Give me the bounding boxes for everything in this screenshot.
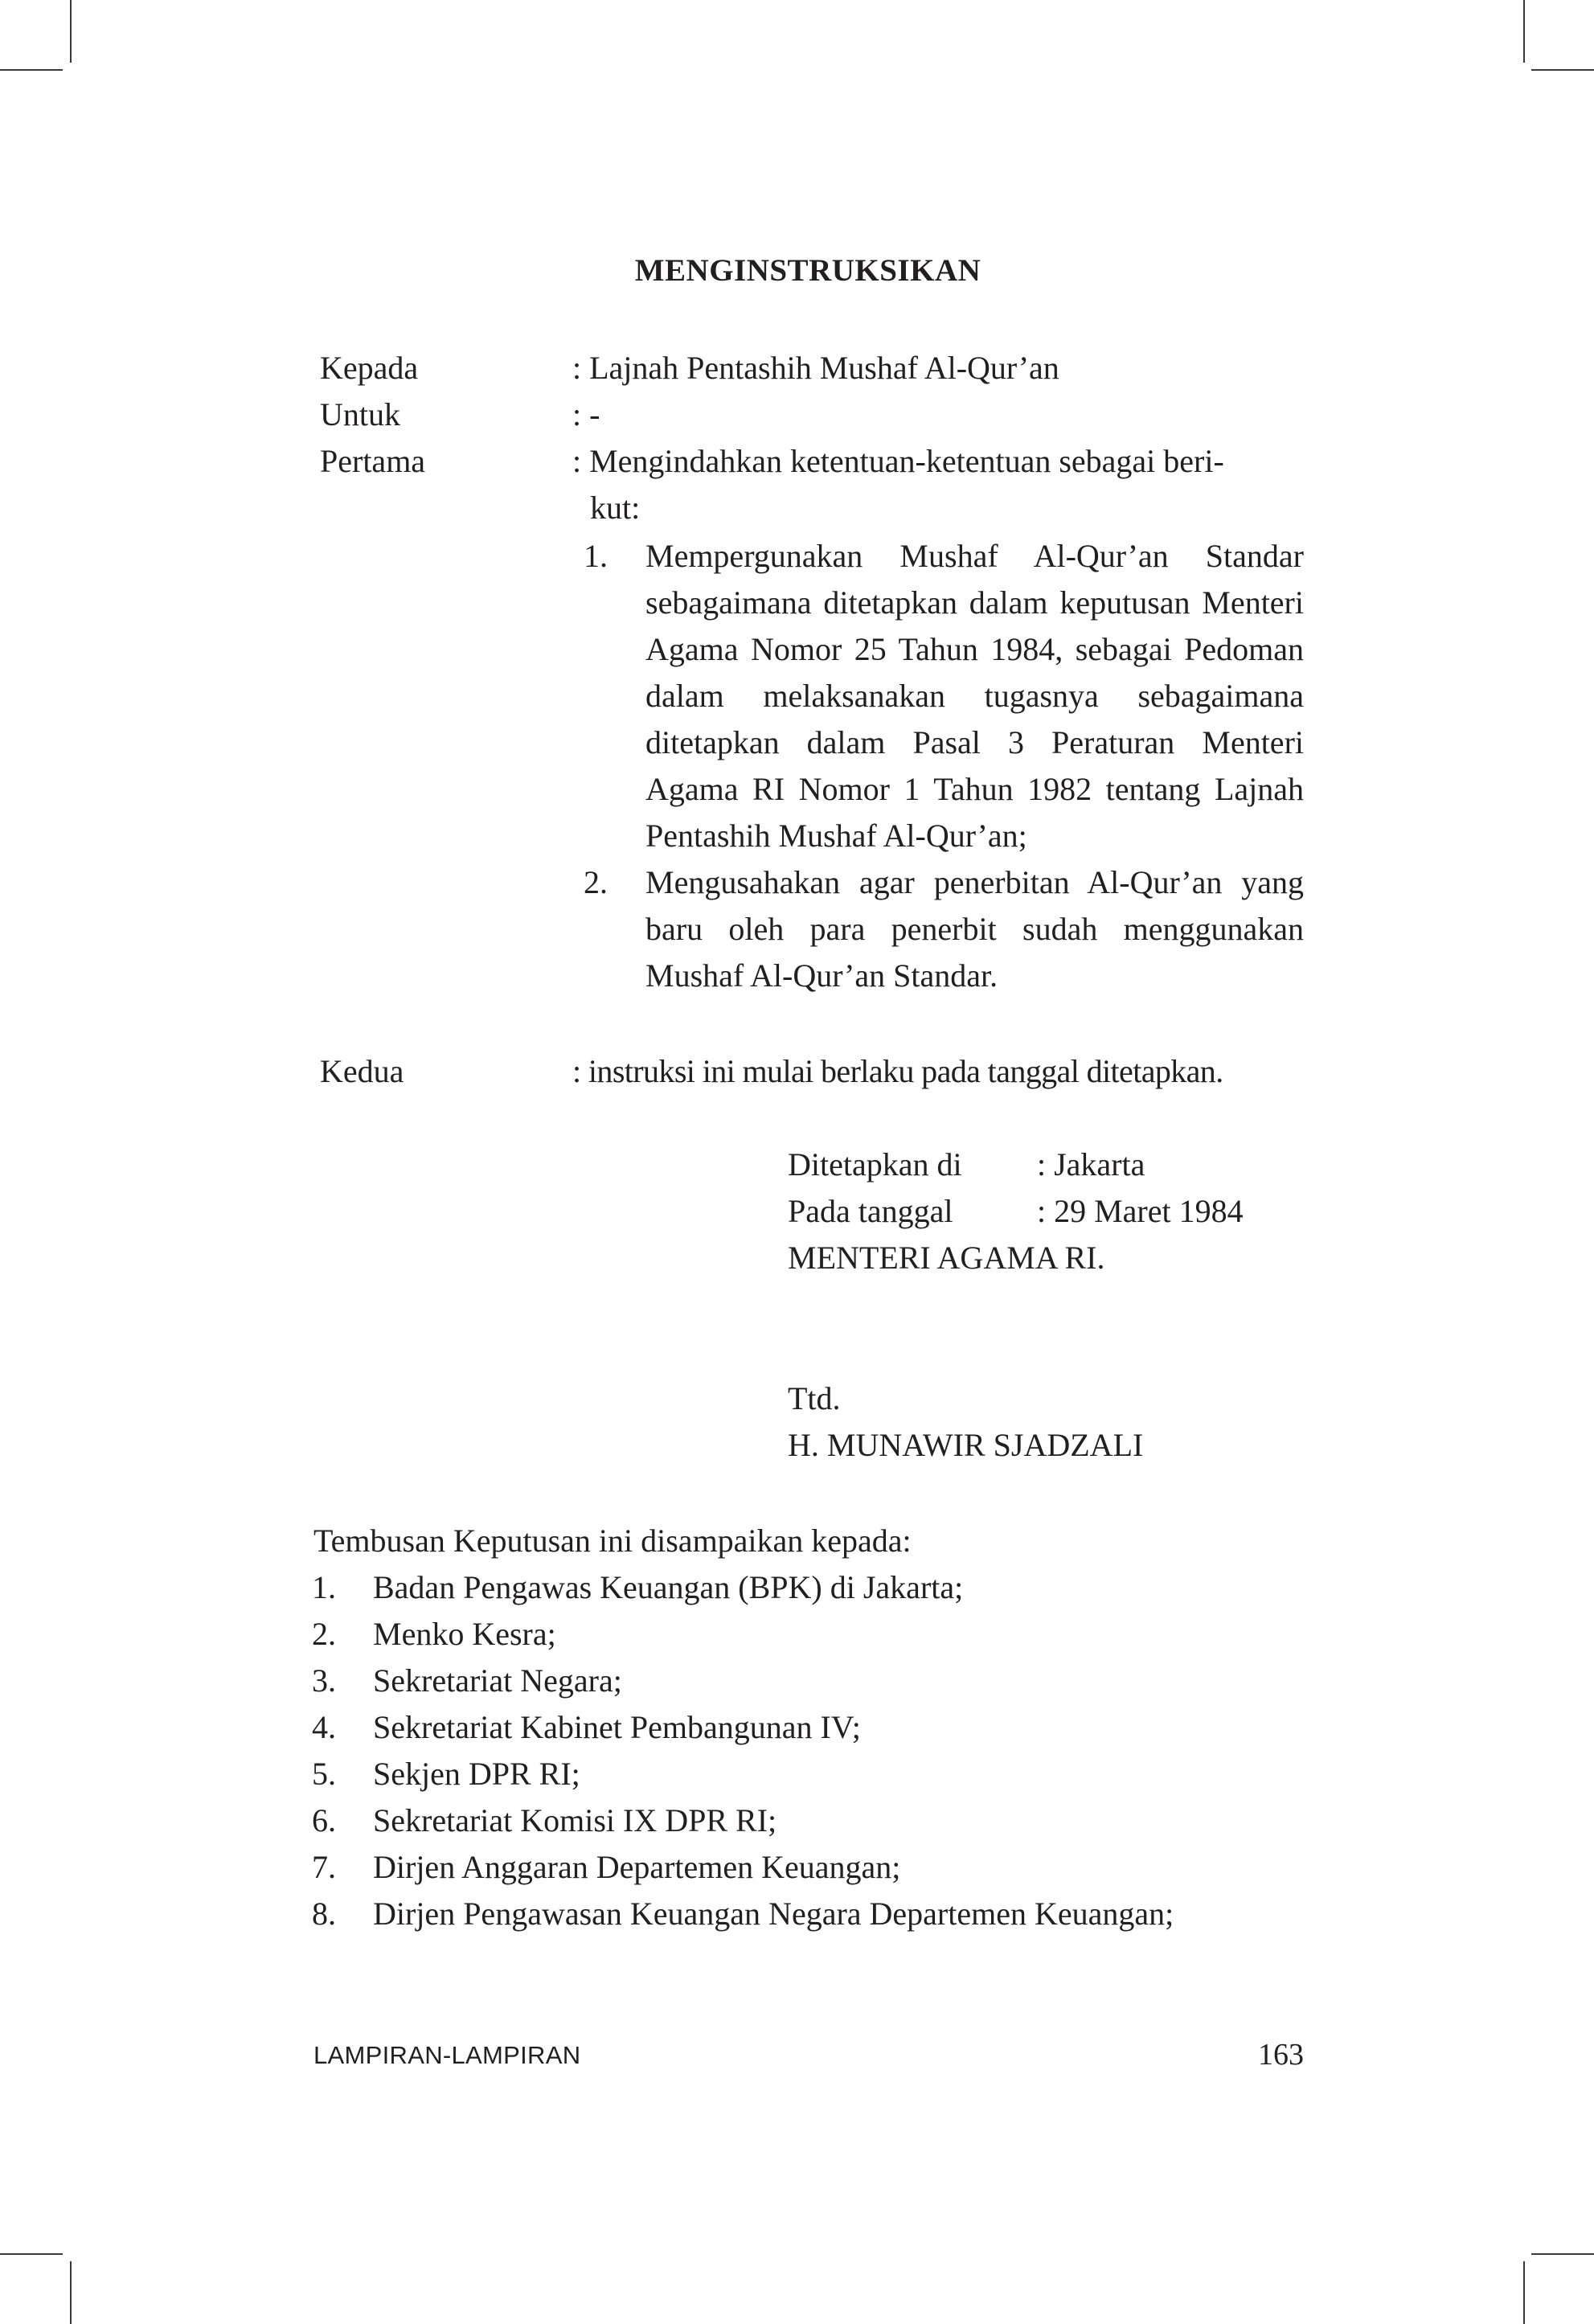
list-item-text: Mengusahakan agar penerbitan Al-Qur’an yang baru oleh para penerbit sudah menggunakan Mushaf Al-Qur’an Standar. [645, 864, 1304, 994]
list-item-number: 2. [312, 1616, 336, 1652]
untuk-value: : - [572, 396, 600, 432]
list-item-text: Dirjen Anggaran Departemen Keuangan; [373, 1849, 901, 1885]
tembusan-list-item [312, 1564, 1174, 1611]
pertama-list [580, 533, 1304, 999]
list-item-number: 4. [312, 1709, 336, 1745]
crop-mark-top-right-horizontal [1531, 69, 1594, 71]
pertama-value-continuation: kut: [590, 490, 641, 526]
page-number: 163 [1258, 2038, 1304, 2072]
pertama-list-item [580, 533, 1304, 859]
tembusan-list-item [312, 1704, 1174, 1751]
list-item-text: Badan Pengawas Keuangan (BPK) di Jakarta; [373, 1569, 964, 1605]
date-value: : 29 Maret 1984 [1037, 1193, 1244, 1229]
signature-block [788, 1142, 1244, 1281]
tembusan-list [312, 1564, 1174, 1937]
list-item-number: 1. [584, 538, 608, 574]
kepada-value: : Lajnah Pentashih Mushaf Al-Qur’an [572, 350, 1059, 386]
kepada-label: Kepada [320, 350, 419, 386]
signature-ttd: Ttd. [788, 1380, 841, 1416]
list-item-number: 5. [312, 1756, 336, 1792]
crop-mark-bottom-left-vertical [70, 2261, 72, 2324]
tembusan-list-item [312, 1844, 1174, 1891]
running-footer-section: LAMPIRAN-LAMPIRAN [313, 2041, 581, 2069]
signature-place-row [788, 1142, 1244, 1188]
list-item-number: 1. [312, 1569, 336, 1605]
tembusan-list-item [312, 1658, 1174, 1704]
list-item-text: Menko Kesra; [373, 1616, 556, 1652]
page-title: MENGINSTRUKSIKAN [634, 253, 981, 288]
pertama-list-item [580, 859, 1304, 999]
tembusan-list-item [312, 1751, 1174, 1797]
kedua-label: Kedua [320, 1053, 404, 1089]
tembusan-list-item [312, 1611, 1174, 1658]
crop-mark-bottom-left-horizontal [0, 2253, 63, 2255]
list-item-number: 2. [584, 864, 608, 900]
date-label: Pada tanggal [788, 1193, 953, 1229]
untuk-label: Untuk [320, 396, 400, 432]
crop-mark-top-left-horizontal [0, 69, 63, 71]
list-item-text: Sekretariat Kabinet Pembangunan IV; [373, 1709, 861, 1745]
signature-office: MENTERI AGAMA RI. [788, 1240, 1105, 1276]
kedua-value: : instruksi ini mulai berlaku pada tanggal ditetapkan. [572, 1053, 1223, 1089]
signature-date-row [788, 1188, 1244, 1235]
place-label: Ditetapkan di [788, 1146, 962, 1182]
crop-mark-bottom-right-vertical [1523, 2261, 1525, 2324]
list-item-number: 3. [312, 1662, 336, 1699]
crop-mark-top-left-vertical [70, 0, 72, 63]
pertama-label: Pertama [320, 443, 426, 479]
list-item-number: 7. [312, 1849, 336, 1885]
list-item-text: Sekretariat Komisi IX DPR RI; [373, 1802, 777, 1838]
list-item-text: Sekretariat Negara; [373, 1662, 622, 1699]
place-value: : Jakarta [1037, 1146, 1145, 1182]
list-item-text: Mempergunakan Mushaf Al-Qur’an Standar sebagaimana ditetapkan dalam keputusan Menteri Agama Nomor 25 Tahun 1984, sebagai Pedoman dalam melaksanakan tugasnya sebagaimana ditetapkan dalam Pasal 3 Peraturan Menteri Agama RI Nomor 1 Tahun 1982 tentang Lajnah Pentashih Mushaf Al-Qur’an; [645, 538, 1304, 854]
tembusan-list-item [312, 1891, 1174, 1937]
signatory-name: H. MUNAWIR SJADZALI [788, 1427, 1144, 1463]
tembusan-intro: Tembusan Keputusan ini disampaikan kepada: [313, 1523, 912, 1559]
crop-mark-bottom-right-horizontal [1531, 2253, 1594, 2255]
list-item-text: Sekjen DPR RI; [373, 1756, 580, 1792]
list-item-number: 8. [312, 1896, 336, 1932]
list-item-number: 6. [312, 1802, 336, 1838]
tembusan-list-item [312, 1797, 1174, 1844]
pertama-value: : Mengindahkan ketentuan-ketentuan sebagai beri- [572, 443, 1224, 479]
list-item-text: Dirjen Pengawasan Keuangan Negara Departemen Keuangan; [373, 1896, 1174, 1932]
crop-mark-top-right-vertical [1523, 0, 1525, 63]
